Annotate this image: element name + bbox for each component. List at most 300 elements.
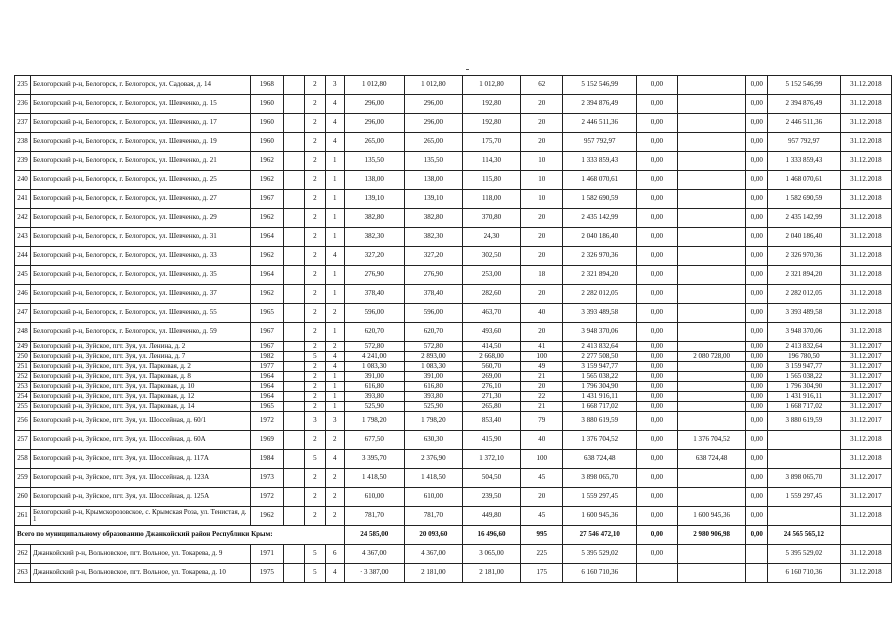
floors: 5 — [305, 352, 325, 362]
total-cost: 1 582 690,59 — [563, 190, 637, 209]
owned-area: 265,80 — [463, 402, 521, 412]
living-area: 781,70 — [404, 507, 463, 526]
residents: 10 — [520, 171, 563, 190]
deadline: 31.12.2018 — [840, 228, 891, 247]
total-area: 1 798,20 — [344, 412, 404, 431]
total-deadline — [840, 526, 891, 545]
residents: 22 — [520, 392, 563, 402]
year-built: 1962 — [250, 209, 283, 228]
facade-repair: 2 080 728,00 — [677, 352, 746, 362]
table-row — [15, 488, 892, 507]
residents: 45 — [520, 507, 563, 526]
total-area: 391,00 — [344, 372, 404, 382]
owned-area: 115,80 — [463, 171, 521, 190]
roof-repair — [637, 564, 678, 583]
deadline: 31.12.2017 — [840, 488, 891, 507]
other: 0,00 — [746, 76, 768, 95]
floors: 2 — [305, 488, 325, 507]
owned-area: 414,50 — [463, 342, 521, 352]
year-built: 1969 — [250, 431, 283, 450]
total-cost: 1 559 297,45 — [563, 488, 637, 507]
deadline: 31.12.2017 — [840, 402, 891, 412]
address: Белогорский р-н, Белогорск, г. Белогорск, ул. Шевченко, д. 55 — [30, 304, 250, 323]
residents: 20 — [520, 488, 563, 507]
total-area: 1 418,50 — [344, 469, 404, 488]
wall-material — [284, 469, 305, 488]
residents: 40 — [520, 304, 563, 323]
total-area: 4 241,00 — [344, 352, 404, 362]
total-area: 138,00 — [344, 171, 404, 190]
wall-material — [284, 114, 305, 133]
roof-repair: 0,00 — [637, 152, 678, 171]
other: 0,00 — [746, 402, 768, 412]
sum-total: 1 431 916,11 — [768, 392, 841, 402]
wall-material — [284, 402, 305, 412]
entrances: 1 — [325, 382, 344, 392]
living-area: 391,00 — [404, 372, 463, 382]
roof-repair: 0,00 — [637, 450, 678, 469]
deadline: 31.12.2017 — [840, 372, 891, 382]
table-row — [15, 171, 892, 190]
floors: 2 — [305, 228, 325, 247]
deadline: 31.12.2018 — [840, 190, 891, 209]
table-row — [15, 382, 892, 392]
address: Белогорский р-н, Зуйское, пгт. Зуя, ул. Парковая, д. 2 — [30, 362, 250, 372]
roof-repair: 0,00 — [637, 285, 678, 304]
year-built: 1967 — [250, 342, 283, 352]
owned-area: 276,10 — [463, 382, 521, 392]
total-cost: 3 948 370,06 — [563, 323, 637, 342]
deadline: 31.12.2018 — [840, 507, 891, 526]
floors: 2 — [305, 431, 325, 450]
table-row — [15, 564, 892, 583]
address: Белогорский р-н, Зуйское, пгт. Зуя, ул. Шоссейная, д. 123А — [30, 469, 250, 488]
entrances: 4 — [325, 450, 344, 469]
sum-total: 2 435 142,99 — [768, 209, 841, 228]
year-built: 1964 — [250, 266, 283, 285]
residents: 20 — [520, 285, 563, 304]
roof-repair: 0,00 — [637, 488, 678, 507]
roof-repair: 0,00 — [637, 469, 678, 488]
row-number: 248 — [15, 323, 31, 342]
entrances: 3 — [325, 76, 344, 95]
living-area: 616,80 — [404, 382, 463, 392]
total-area: 265,00 — [344, 133, 404, 152]
entrances: 4 — [325, 247, 344, 266]
roof-repair: 0,00 — [637, 412, 678, 431]
total-cost: 2 446 511,36 — [563, 114, 637, 133]
deadline: 31.12.2018 — [840, 431, 891, 450]
roof-repair: 0,00 — [637, 372, 678, 382]
residents: 45 — [520, 469, 563, 488]
year-built: 1972 — [250, 488, 283, 507]
deadline: 31.12.2017 — [840, 412, 891, 431]
total-label: Всего по муниципальному образованию Джанкойский район Республики Крым: — [15, 526, 345, 545]
address: Белогорский р-н, Зуйское, пгт. Зуя, ул. Шоссейная, д. 60/1 — [30, 412, 250, 431]
living-area: 1 012,80 — [404, 76, 463, 95]
total-area: 378,40 — [344, 285, 404, 304]
other: 0,00 — [746, 133, 768, 152]
floors: 2 — [305, 342, 325, 352]
address: Белогорский р-н, Зуйское, пгт. Зуя, ул. Шоссейная, д. 60А — [30, 431, 250, 450]
facade-repair — [677, 152, 746, 171]
living-area: 1 083,30 — [404, 362, 463, 372]
wall-material — [284, 323, 305, 342]
row-number: 254 — [15, 392, 31, 402]
total-row — [15, 526, 892, 545]
facade-repair — [677, 285, 746, 304]
other: 0,00 — [746, 171, 768, 190]
total-area: 525,90 — [344, 402, 404, 412]
wall-material — [284, 564, 305, 583]
row-number: 244 — [15, 247, 31, 266]
facade-repair — [677, 392, 746, 402]
residents: 79 — [520, 412, 563, 431]
row-number: 236 — [15, 95, 31, 114]
total-area: 296,00 — [344, 114, 404, 133]
sum-total: 2 282 012,05 — [768, 285, 841, 304]
sum-total: 3 948 370,06 — [768, 323, 841, 342]
entrances: 2 — [325, 431, 344, 450]
total-c2: 2 980 906,98 — [677, 526, 746, 545]
deadline: 31.12.2018 — [840, 152, 891, 171]
year-built: 1962 — [250, 285, 283, 304]
owned-area: 192,80 — [463, 114, 521, 133]
deadline: 31.12.2018 — [840, 304, 891, 323]
owned-area: 463,70 — [463, 304, 521, 323]
floors: 2 — [305, 114, 325, 133]
sum-total: 3 880 619,59 — [768, 412, 841, 431]
facade-repair: 1 376 704,52 — [677, 431, 746, 450]
sum-total: 196 780,50 — [768, 352, 841, 362]
other: 0,00 — [746, 469, 768, 488]
facade-repair — [677, 469, 746, 488]
residents: 20 — [520, 114, 563, 133]
residents: 21 — [520, 372, 563, 382]
facade-repair — [677, 133, 746, 152]
total-area: 620,70 — [344, 323, 404, 342]
total-area: 616,80 — [344, 382, 404, 392]
row-number: 256 — [15, 412, 31, 431]
year-built: 1965 — [250, 304, 283, 323]
owned-area: 449,80 — [463, 507, 521, 526]
other: 0,00 — [746, 431, 768, 450]
other: 0,00 — [746, 488, 768, 507]
row-number: 253 — [15, 382, 31, 392]
owned-area: 302,50 — [463, 247, 521, 266]
other: 0,00 — [746, 285, 768, 304]
entrances: 1 — [325, 266, 344, 285]
roof-repair: 0,00 — [637, 507, 678, 526]
address: Белогорский р-н, Белогорск, г. Белогорск, ул. Шевченко, д. 31 — [30, 228, 250, 247]
row-number: 237 — [15, 114, 31, 133]
year-built: 1975 — [250, 564, 283, 583]
table-row — [15, 114, 892, 133]
floors: 5 — [305, 450, 325, 469]
other: 0,00 — [746, 392, 768, 402]
total-cost: 638 724,48 — [563, 450, 637, 469]
wall-material — [284, 190, 305, 209]
sum-total: 1 333 859,43 — [768, 152, 841, 171]
floors: 5 — [305, 545, 325, 564]
entrances: 1 — [325, 323, 344, 342]
table-row — [15, 285, 892, 304]
roof-repair: 0,00 — [637, 342, 678, 352]
total-area: 296,00 — [344, 95, 404, 114]
roof-repair: 0,00 — [637, 304, 678, 323]
floors: 2 — [305, 469, 325, 488]
facade-repair — [677, 564, 746, 583]
year-built: 1967 — [250, 323, 283, 342]
facade-repair — [677, 209, 746, 228]
owned-area: 2 181,00 — [463, 564, 521, 583]
facade-repair — [677, 114, 746, 133]
table-row — [15, 362, 892, 372]
total-area: 276,90 — [344, 266, 404, 285]
floors: 2 — [305, 382, 325, 392]
other: 0,00 — [746, 266, 768, 285]
living-area: 393,80 — [404, 392, 463, 402]
residents: 18 — [520, 266, 563, 285]
scan-mark — [466, 69, 469, 70]
sum-total: 2 413 832,64 — [768, 342, 841, 352]
entrances: 4 — [325, 564, 344, 583]
residents: 49 — [520, 362, 563, 372]
total-cost: 1 431 916,11 — [563, 392, 637, 402]
wall-material — [284, 362, 305, 372]
floors: 2 — [305, 392, 325, 402]
row-number: 245 — [15, 266, 31, 285]
row-number: 241 — [15, 190, 31, 209]
sum-total: 3 159 947,77 — [768, 362, 841, 372]
total-c3: 0,00 — [746, 526, 768, 545]
deadline: 31.12.2018 — [840, 564, 891, 583]
entrances: 1 — [325, 152, 344, 171]
entrances: 1 — [325, 372, 344, 382]
living-area: 620,70 — [404, 323, 463, 342]
total-cost: 1 333 859,43 — [563, 152, 637, 171]
total-area: 572,80 — [344, 342, 404, 352]
total-cost: 3 393 489,58 — [563, 304, 637, 323]
deadline: 31.12.2017 — [840, 382, 891, 392]
residents: 100 — [520, 450, 563, 469]
total-cost: 2 040 186,40 — [563, 228, 637, 247]
owned-area: 2 668,00 — [463, 352, 521, 362]
sum-total: 3 393 489,58 — [768, 304, 841, 323]
owned-area: 493,60 — [463, 323, 521, 342]
wall-material — [284, 228, 305, 247]
row-number: 262 — [15, 545, 31, 564]
sum-total: 957 792,97 — [768, 133, 841, 152]
total-area: 327,20 — [344, 247, 404, 266]
deadline: 31.12.2017 — [840, 352, 891, 362]
owned-area: 370,80 — [463, 209, 521, 228]
living-area: 296,00 — [404, 95, 463, 114]
total-cost: 2 326 970,36 — [563, 247, 637, 266]
entrances: 1 — [325, 209, 344, 228]
total-area: 4 367,00 — [344, 545, 404, 564]
floors: 2 — [305, 209, 325, 228]
facade-repair — [677, 372, 746, 382]
total-c1: 0,00 — [637, 526, 678, 545]
row-number: 258 — [15, 450, 31, 469]
entrances: 4 — [325, 362, 344, 372]
sum-total: 1 796 304,90 — [768, 382, 841, 392]
residents: 20 — [520, 228, 563, 247]
facade-repair — [677, 266, 746, 285]
living-area: 630,30 — [404, 431, 463, 450]
row-number: 242 — [15, 209, 31, 228]
entrances: 4 — [325, 133, 344, 152]
sum-total: 5 395 529,02 — [768, 545, 841, 564]
owned-area: 560,70 — [463, 362, 521, 372]
wall-material — [284, 488, 305, 507]
total-a3: 16 496,60 — [463, 526, 521, 545]
roof-repair: 0,00 — [637, 95, 678, 114]
residents: 20 — [520, 247, 563, 266]
owned-area: 271,30 — [463, 392, 521, 402]
living-area: 138,00 — [404, 171, 463, 190]
owned-area: 175,70 — [463, 133, 521, 152]
total-total: 27 546 472,10 — [563, 526, 637, 545]
address: Джанкойский р-н, Вольновское, пгт. Вольное, ул. Токарева, д. 10 — [30, 564, 250, 583]
living-area: 296,00 — [404, 114, 463, 133]
address: Белогорский р-н, Зуйское, пгт. Зуя, ул. Парковая, д. 10 — [30, 382, 250, 392]
entrances: 1 — [325, 228, 344, 247]
facade-repair — [677, 382, 746, 392]
wall-material — [284, 76, 305, 95]
owned-area: 415,90 — [463, 431, 521, 450]
living-area: 525,90 — [404, 402, 463, 412]
entrances: 2 — [325, 469, 344, 488]
table-row — [15, 352, 892, 362]
address: Белогорский р-н, Белогорск, г. Белогорск, ул. Шевченко, д. 17 — [30, 114, 250, 133]
table-row — [15, 95, 892, 114]
total-cost: 2 321 894,20 — [563, 266, 637, 285]
row-number: 252 — [15, 372, 31, 382]
total-cost: 6 160 710,36 — [563, 564, 637, 583]
wall-material — [284, 95, 305, 114]
facade-repair — [677, 76, 746, 95]
total-cost: 1 565 038,22 — [563, 372, 637, 382]
row-number: 257 — [15, 431, 31, 450]
deadline: 31.12.2018 — [840, 247, 891, 266]
floors: 2 — [305, 304, 325, 323]
roof-repair: 0,00 — [637, 114, 678, 133]
year-built: 1964 — [250, 372, 283, 382]
total-cost: 5 152 546,99 — [563, 76, 637, 95]
address: Белогорский р-н, Зуйское, пгт. Зуя, ул. Парковая, д. 12 — [30, 392, 250, 402]
year-built: 1973 — [250, 469, 283, 488]
table-row — [15, 431, 892, 450]
entrances: 1 — [325, 190, 344, 209]
owned-area: 282,60 — [463, 285, 521, 304]
year-built: 1967 — [250, 190, 283, 209]
residents: 21 — [520, 402, 563, 412]
total-area: 139,10 — [344, 190, 404, 209]
other: 0,00 — [746, 507, 768, 526]
residents: 10 — [520, 152, 563, 171]
row-number: 239 — [15, 152, 31, 171]
sum-total: 1 559 297,45 — [768, 488, 841, 507]
row-number: 240 — [15, 171, 31, 190]
total-area: 596,00 — [344, 304, 404, 323]
owned-area: 24,30 — [463, 228, 521, 247]
owned-area: 1 012,80 — [463, 76, 521, 95]
total-cost: 3 898 065,70 — [563, 469, 637, 488]
wall-material — [284, 382, 305, 392]
owned-area: 118,00 — [463, 190, 521, 209]
living-area: 327,20 — [404, 247, 463, 266]
deadline: 31.12.2018 — [840, 76, 891, 95]
living-area: 2 181,00 — [404, 564, 463, 583]
total-cost: 1 468 070,61 — [563, 171, 637, 190]
other: 0,00 — [746, 362, 768, 372]
table-row — [15, 76, 892, 95]
owned-area: 3 065,00 — [463, 545, 521, 564]
roof-repair: 0,00 — [637, 431, 678, 450]
other: 0,00 — [746, 342, 768, 352]
residents: 62 — [520, 76, 563, 95]
sum-total: 2 446 511,36 — [768, 114, 841, 133]
total-cost: 1 668 717,02 — [563, 402, 637, 412]
total-cost: 5 395 529,02 — [563, 545, 637, 564]
facade-repair — [677, 545, 746, 564]
deadline: 31.12.2017 — [840, 392, 891, 402]
other: 0,00 — [746, 190, 768, 209]
total-cost: 2 277 508,50 — [563, 352, 637, 362]
residents: 10 — [520, 190, 563, 209]
floors: 2 — [305, 362, 325, 372]
deadline: 31.12.2018 — [840, 209, 891, 228]
wall-material — [284, 412, 305, 431]
floors: 2 — [305, 133, 325, 152]
sum-total: 1 582 690,59 — [768, 190, 841, 209]
year-built: 1960 — [250, 95, 283, 114]
sum-total: 2 326 970,36 — [768, 247, 841, 266]
living-area: 276,90 — [404, 266, 463, 285]
owned-area: 192,80 — [463, 95, 521, 114]
table-row — [15, 402, 892, 412]
row-number: 247 — [15, 304, 31, 323]
other — [746, 545, 768, 564]
other: 0,00 — [746, 352, 768, 362]
owned-area: 504,50 — [463, 469, 521, 488]
table-row — [15, 133, 892, 152]
entrances: 2 — [325, 488, 344, 507]
table-row — [15, 247, 892, 266]
table-row — [15, 190, 892, 209]
table-row — [15, 450, 892, 469]
total-cost: 3 159 947,77 — [563, 362, 637, 372]
total-area: 1 083,30 — [344, 362, 404, 372]
facade-repair — [677, 323, 746, 342]
entrances: 4 — [325, 352, 344, 362]
address: Белогорский р-н, Зуйское, пгт. Зуя, ул. Ленина, д. 2 — [30, 342, 250, 352]
year-built: 1964 — [250, 228, 283, 247]
total-cost: 1 796 304,90 — [563, 382, 637, 392]
year-built: 1982 — [250, 352, 283, 362]
year-built: 1965 — [250, 402, 283, 412]
total-area: 135,50 — [344, 152, 404, 171]
residents: 20 — [520, 382, 563, 392]
floors: 2 — [305, 285, 325, 304]
facade-repair — [677, 342, 746, 352]
living-area: 2 376,90 — [404, 450, 463, 469]
address: Белогорский р-н, Зуйское, пгт. Зуя, ул. Шоссейная, д. 117А — [30, 450, 250, 469]
total-sum: 24 565 565,12 — [768, 526, 841, 545]
owned-area: 239,50 — [463, 488, 521, 507]
